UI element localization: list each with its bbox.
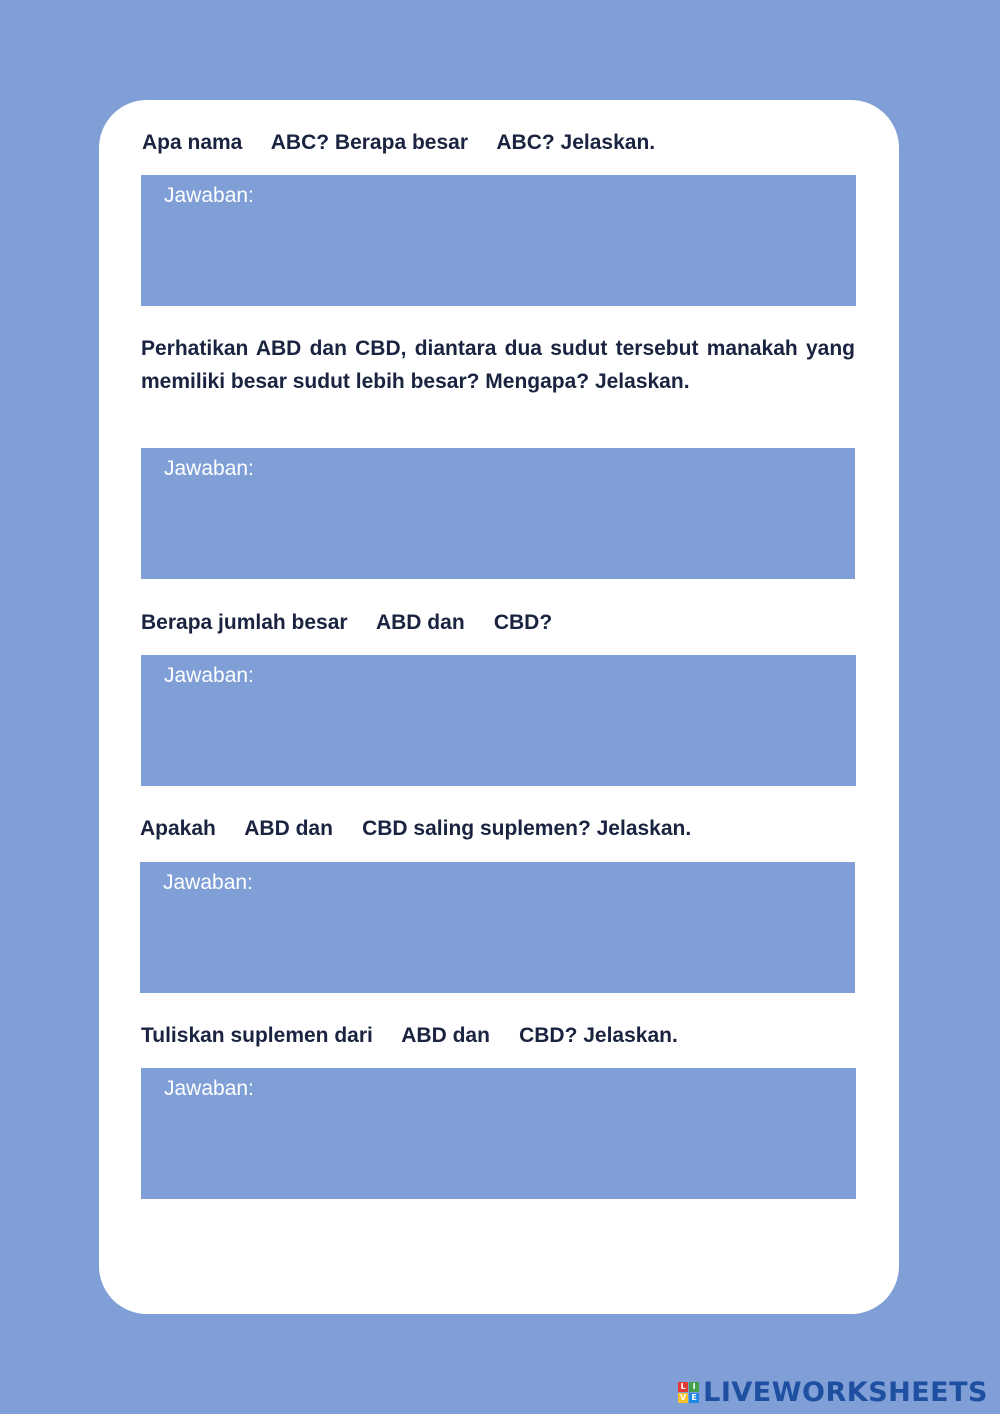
logo-letter: V [680,1393,687,1402]
answer-label: Jawaban: [164,664,254,687]
answer-box-1[interactable] [141,175,856,306]
question-1-text: Apa nama ABC? Berapa besar ABC? Jelaskan. [142,131,656,154]
logo-letter: L [678,1382,688,1392]
answer-box-3[interactable] [141,655,856,786]
answer-label: Jawaban: [164,1077,254,1100]
logo-letter: I [689,1382,699,1392]
answer-label: Jawaban: [164,457,254,480]
answer-label: Jawaban: [164,184,254,207]
answer-box-2[interactable] [141,448,855,579]
logo-letter: E [689,1393,699,1403]
liveworksheets-logo[interactable] [678,1377,988,1408]
question-4-text: Apakah ABD dan CBD saling suplemen? Jelaskan. [140,817,692,840]
logo-text: LIVEWORKSHEETS [703,1377,988,1408]
question-3-text: Berapa jumlah besar ABD dan CBD? [141,611,553,634]
question-2-text: Perhatikan ABD dan CBD, diantara dua sudut tersebut manakah yang memiliki besar sudut lebih besar? Mengapa? Jelaskan. [141,337,855,393]
question-5-text: Tuliskan suplemen dari ABD dan CBD? Jelaskan. [141,1024,678,1047]
answer-box-5[interactable] [141,1068,856,1199]
answer-box-4[interactable] [140,862,855,993]
live-mark-icon [678,1382,699,1403]
answer-label: Jawaban: [163,871,253,894]
